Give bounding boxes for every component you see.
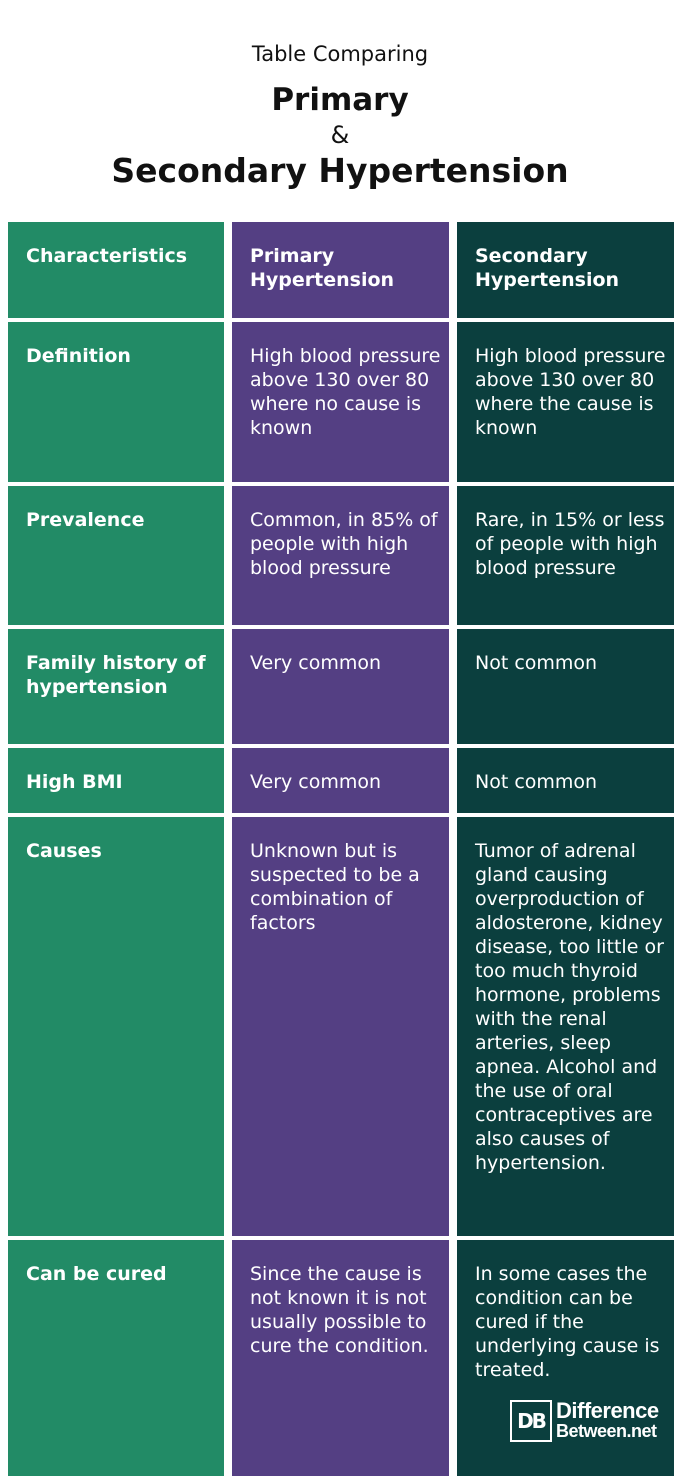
logo-text [556, 1400, 659, 1442]
header [0, 0, 680, 222]
row-label-causes: Causes [8, 817, 224, 1236]
primary-can-be-cured: Since the cause is not known it is not usually possible to cure the condition. [232, 1240, 449, 1476]
secondary-high-bmi: Not common [457, 748, 674, 813]
secondary-can-be-cured: In some cases the condition can be cured if the underlying cause is treated. [457, 1240, 674, 1476]
comparison-table [0, 222, 680, 1476]
differencebetween-logo [510, 1396, 660, 1446]
logo-line1: Difference [556, 1398, 659, 1423]
db-logo-icon: DB [510, 1400, 552, 1442]
secondary-family-history: Not common [457, 629, 674, 744]
row-label-can-be-cured: Can be cured [8, 1240, 224, 1476]
secondary-prevalence: Rare, in 15% or less of people with high blood pressure [457, 486, 674, 625]
secondary-definition: High blood pressure above 130 over 80 where the cause is known [457, 322, 674, 482]
column-header-secondary: Secondary Hypertension [457, 222, 674, 318]
title-secondary: Secondary Hypertension [111, 151, 569, 190]
primary-definition: High blood pressure above 130 over 80 where no cause is known [232, 322, 449, 482]
primary-high-bmi: Very common [232, 748, 449, 813]
title-primary: Primary [271, 82, 409, 118]
subtitle: Table Comparing [251, 42, 429, 66]
column-header-primary: Primary Hypertension [232, 222, 449, 318]
row-label-definition: Definition [8, 322, 224, 482]
secondary-causes: Tumor of adrenal gland causing overproduction of aldosterone, kidney disease, too little or too much thyroid hormone, problems with the renal arteries, sleep apnea. Alcohol and the use of oral contraceptives are also causes of hypertension. [457, 817, 674, 1236]
primary-causes: Unknown but is suspected to be a combination of factors [232, 817, 449, 1236]
logo-line2: Between.net [556, 1421, 657, 1441]
row-label-family-history: Family history of hypertension [8, 629, 224, 744]
title-ampersand: & [330, 121, 350, 149]
row-label-prevalence: Prevalence [8, 486, 224, 625]
primary-prevalence: Common, in 85% of people with high blood pressure [232, 486, 449, 625]
row-label-high-bmi: High BMI [8, 748, 224, 813]
primary-family-history: Very common [232, 629, 449, 744]
column-header-characteristics: Characteristics [8, 222, 224, 318]
